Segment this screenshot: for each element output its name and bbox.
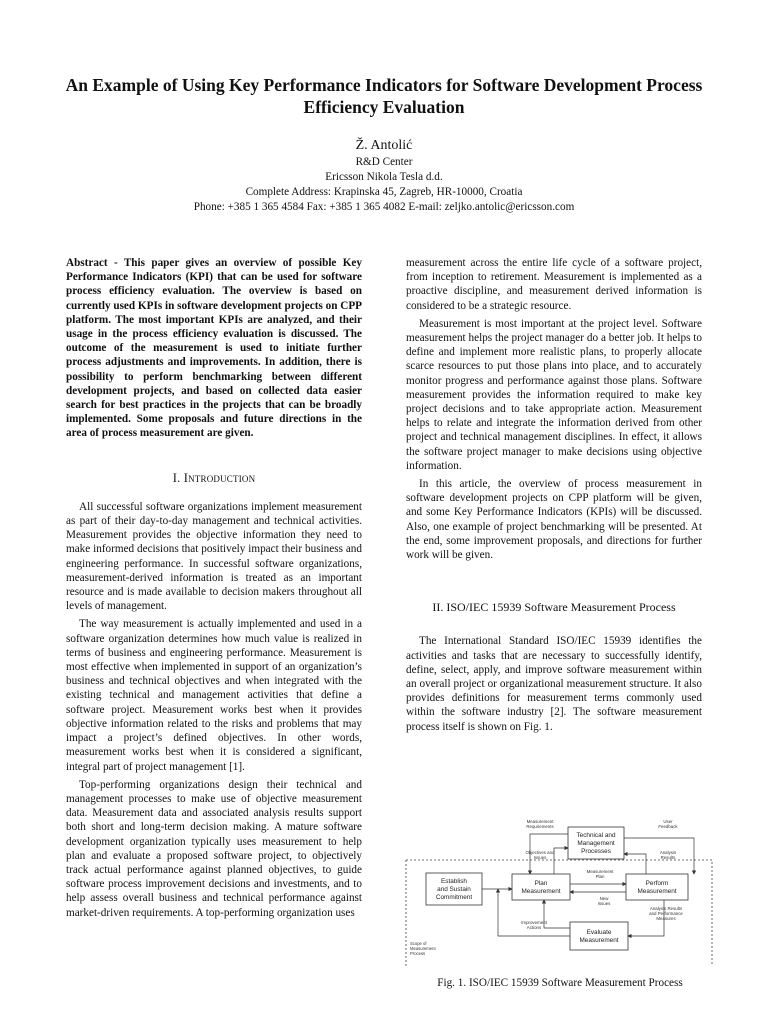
paragraph: The way measurement is actually implemented and used in a software organization determines how much value is realized in terms of business and engineering performance. Measurement is most effective when implemented in support of an organization’s business and technical objectives and when integrated with the existing technical and management activities that define a software project. Measurement works best when it provides objective information related to the risks and problems that may impact a project’s defined objectives. In other words, measurement works best when it is considered a significant, integral part of project management [1]. bbox=[66, 618, 362, 773]
section-number: II. bbox=[432, 600, 444, 615]
scope-label: Process bbox=[410, 951, 426, 956]
box-label: Measurement bbox=[637, 888, 677, 895]
scope-label: Measurement bbox=[410, 946, 436, 951]
box-label: Processes bbox=[581, 848, 611, 855]
affiliation-line: Complete Address: Krapinska 45, Zagreb, HR-10000, Croatia bbox=[245, 186, 523, 198]
flow-label: Analysis bbox=[659, 850, 677, 855]
figure-caption: Fig. 1. ISO/IEC 15939 Software Measurement Process bbox=[437, 977, 683, 989]
measurement-process-figure bbox=[404, 818, 716, 968]
flow-label: Analysis Results bbox=[649, 906, 683, 911]
paragraph: measurement across the entire life cycle of a software project, from inception to retirement. Measurement is implemented as a proactive discipline, and measurement derived information is considered to be a strategic resource. bbox=[406, 257, 702, 312]
paragraph: All successful software organizations implement measurement as part of their day-to-day management and technical activities. Measurement provides the objective information they need to make informed decisions that positively impact their business and engineering performance. In successful software organizations, measurement-derived information is treated as an important resource and is made available to decision makers throughout all levels of management. bbox=[66, 500, 362, 613]
box-label: Establish bbox=[441, 878, 467, 885]
paragraph: The International Standard ISO/IEC 15939 identifies the activities and tasks that are necessary to successfully identify, define, select, apply, and improve software measurement within an overall project or organizational measurement structure. It also provides definitions for measurement terms commonly used within the software industry [2]. The software measurement process itself is shown on Fig. 1. bbox=[406, 635, 702, 733]
affiliation bbox=[0, 155, 768, 215]
left-column bbox=[66, 256, 362, 920]
section-1-heading bbox=[66, 471, 362, 485]
flow-label: User bbox=[663, 819, 673, 824]
paragraph: Measurement is most important at the project level. Software measurement helps the project manager do a better job. It helps to define and implement more realistic plans, to properly allocate scarce resources to put those plans into place, and to accurately monitor progress and performance against those plans. Software measurement provides the information required to make key project decisions and to take appropriate action. Measurement helps to relate and integrate the information derived from other project and technical management disciplines. In effect, it allows the software project manager to make decisions using objective information. bbox=[406, 317, 702, 472]
section-title: Introduction bbox=[183, 470, 256, 485]
box-label: and Sustain bbox=[437, 886, 471, 893]
paper-title: An Example of Using Key Performance Indicators for Software Development Process Efficiency Evaluation bbox=[65, 75, 703, 117]
paragraph: Top-performing organizations design their technical and management processes to make use of objective measurement data. Measurement data and associated analysis results support both short and long-term decision making. A mature software development organization typically uses measurement to help plan and evaluate a proposed software project, to objectively track actual performance against planned objectives, to guide software process improvement decisions and investments, and to help assess overall business and technical performance against market-driven requirements. A top-performing organization uses bbox=[66, 778, 362, 919]
box-label: Measurement bbox=[579, 937, 619, 944]
evaluate-measurement-box bbox=[570, 922, 628, 950]
paragraph: In this article, the overview of process measurement in software development projects on CPP platform will be given, and some Key Performance Indicators (KPIs) will be discussed. Also, one example of project benchmarking will be presented. At the end, some improvement proposals, and directions for further work will be given. bbox=[406, 478, 702, 562]
author: Ž. Antolić bbox=[355, 138, 413, 153]
flow-label: Measures bbox=[656, 916, 676, 921]
flow-label: Requirements bbox=[526, 824, 554, 829]
flow-label: Issues bbox=[597, 901, 611, 906]
affiliation-line: Ericsson Nikola Tesla d.d. bbox=[325, 171, 443, 183]
flow-label: Feedback bbox=[658, 824, 678, 829]
flow-label: Issues bbox=[533, 855, 547, 860]
flow-label: Actions bbox=[526, 925, 542, 930]
perform-measurement-box bbox=[626, 874, 688, 900]
right-column bbox=[406, 256, 702, 734]
flow-label: and Performance bbox=[649, 911, 683, 916]
flow-label: Results bbox=[660, 855, 676, 860]
plan-measurement-box bbox=[512, 874, 570, 900]
flow-label: Measurement bbox=[526, 819, 554, 824]
affiliation-line: Phone: +385 1 365 4584 Fax: +385 1 365 4082 E-mail: zeljko.antolic@ericsson.com bbox=[193, 201, 575, 213]
section-title: ISO/IEC 15939 Software Measurement Process bbox=[446, 600, 676, 615]
section-number: I. bbox=[172, 470, 181, 485]
abstract: Abstract - This paper gives an overview of possible Key Performance Indicators (KPI) that can be used for software process efficiency evaluation. The overview is based on currently used KPIs in software development projects on CPP platform. The most important KPIs are analyzed, and their usage in the process efficiency evaluation is discussed. The outcome of the measurement is used to initiate further process adjustments and improvements. In addition, there is possibility to perform benchmarking between different development projects, and based on collected data easier search for best practices in the projects that can be broadly implemented. Some proposals and future directions in the area of process measurement are given. bbox=[66, 257, 362, 440]
flow-label: Improvement bbox=[521, 920, 547, 925]
box-label: Technical and bbox=[576, 832, 616, 839]
box-label: Perform bbox=[645, 880, 669, 887]
scope-label: Scope of bbox=[410, 941, 427, 946]
flow-label: Measurement bbox=[586, 869, 614, 874]
box-label: Measurement bbox=[521, 888, 561, 895]
box-label: Commitment bbox=[435, 894, 473, 901]
box-label: Evaluate bbox=[586, 929, 612, 936]
flow-label: New bbox=[599, 896, 609, 901]
section-2-heading bbox=[406, 600, 702, 614]
box-label: Management bbox=[577, 840, 615, 847]
affiliation-line: R&D Center bbox=[355, 156, 413, 168]
box-label: Plan bbox=[534, 880, 548, 887]
flow-label: Objectives and bbox=[525, 850, 555, 855]
flow-label: Plan bbox=[595, 874, 605, 879]
